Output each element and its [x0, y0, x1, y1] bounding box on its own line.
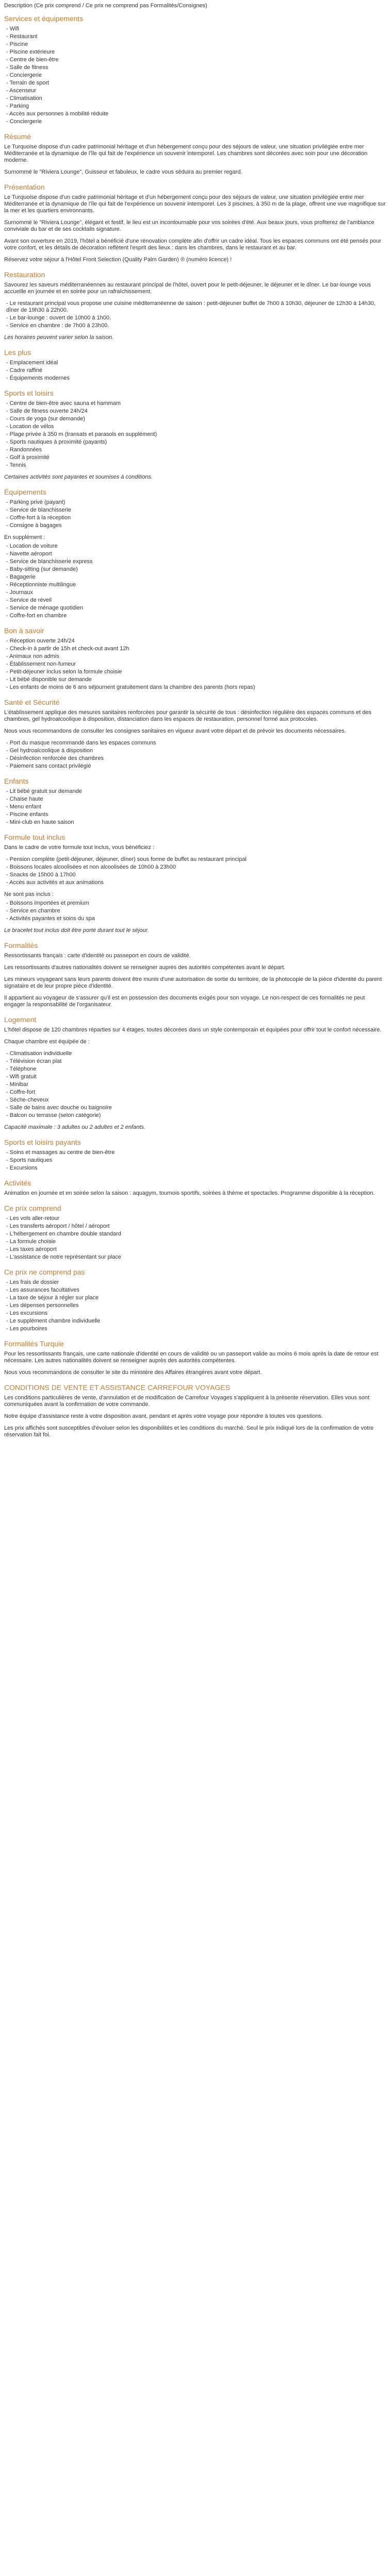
list-item: - Équipements modernes [6, 375, 387, 382]
section-list [4, 300, 387, 329]
list-item: - Sèche-cheveux [6, 1097, 387, 1104]
list-item: - Service de réveil [6, 597, 387, 604]
section [4, 1015, 387, 1131]
list-item: - Lit bébé gratuit sur demande [6, 788, 387, 795]
list-item: - Port du masque recommandé dans les espaces communs [6, 740, 387, 747]
section-paragraph: Animation en journée et en soirée selon la saison : aquagym, tournois sportifs, soirées à thème et spectacles. Programme disponible à la réception. [4, 1190, 375, 1196]
list-item: - Les transferts aéroport / hôtel / aéroport [6, 1223, 387, 1230]
list-item: - Minibar [6, 1081, 387, 1088]
list-item: - La formule choisie [6, 1239, 387, 1245]
section [4, 1340, 387, 1376]
list-item: - Paiement sans contact privilégié [6, 763, 387, 770]
list-item: - Les assurances facultatives [6, 1287, 387, 1294]
list-item: - Soins et massages au centre de bien-être [6, 1149, 387, 1156]
section-title: Santé et Sécurité [4, 698, 60, 706]
list-item: - Plage privée à 350 m (transats et parasols en supplément) [6, 431, 387, 438]
list-item: - Les vols aller-retour [6, 1215, 387, 1222]
list-item: - Coffre-fort en chambre [6, 613, 387, 619]
section-paragraph: Pour les ressortissants français, une carte nationale d'identité en cours de validité ou un passeport valide au moins 6 mois après la date de retour est nécessaire. Les autres nationalités doivent se renseigner auprès des autorités compétentes. [4, 1351, 379, 1364]
section-paragraph: Dans le cadre de votre formule tout inclus, vous bénéficiez : [4, 844, 155, 851]
section-list [4, 788, 387, 826]
section-title: Activités [4, 1179, 31, 1187]
list-item: - Télévision écran plat [6, 1058, 387, 1065]
list-item: - Le bar-lounge : ouvert de 10h00 à 1h00. [6, 315, 387, 321]
section-paragraph: Les mineurs voyageant sans leurs parents doivent être munis d'une autorisation de sortie du territoire, de la photocopie de la pièce d'identité du parent signataire et de leur propre pièce d'identité. [4, 976, 382, 989]
list-item: - Les enfants de moins de 6 ans séjournent gratuitement dans la chambre des parents (hors repas) [6, 684, 387, 691]
list-item: - Salle de fitness [6, 64, 387, 71]
section-title: Enfants [4, 777, 29, 785]
section-title: Ce prix ne comprend pas [4, 1268, 85, 1276]
list-item: - Établissement non-fumeur [6, 661, 387, 668]
section-paragraph: Il appartient au voyageur de s'assurer qu'il est en possession des documents exigés pour son voyage. Le non-respect de ces formalités ne peut engager la responsabilité de l'organisateur. [4, 995, 365, 1008]
section-title: Logement [4, 1015, 37, 1024]
section-list [4, 1149, 387, 1172]
list-item: - Les frais de dossier [6, 1279, 387, 1286]
list-item: - Check-in à partir de 15h et check-out avant 12h [6, 646, 387, 652]
section-title: Restauration [4, 270, 45, 279]
section [4, 941, 387, 1008]
list-item: - Wifi [6, 26, 387, 32]
section-list [4, 360, 387, 382]
section-title: Sports et loisirs payants [4, 1138, 81, 1146]
section-paragraph: L'établissement applique des mesures sanitaires renforcées pour garantir la sécurité de tous : désinfection régulière des espaces communs et des chambres, gel hydroalcoolique à disposition, distanciation dans les espaces de restauration, personnel formé aux protocoles. [4, 709, 371, 722]
section-list [4, 1279, 387, 1332]
list-item: - Conciergerie [6, 72, 387, 79]
list-item: - Gel hydroalcoolique à disposition [6, 748, 387, 754]
list-item: - Mini-club en haute saison [6, 819, 387, 826]
section [4, 833, 387, 934]
section-paragraph: Surnommé le "Riviera Lounge", Guisseur et fabuleux, le cadre vous séduira au premier regard. [4, 169, 242, 175]
list-item: - Piscine extérieure [6, 49, 387, 56]
section-title: CONDITIONS DE VENTE ET ASSISTANCE CARREFOUR VOYAGES [4, 1383, 230, 1392]
list-item: - Service en chambre [6, 908, 387, 914]
section-list [4, 638, 387, 691]
list-item: - Accès aux personnes à mobilité réduite [6, 111, 387, 117]
section [4, 1204, 387, 1261]
section-paragraph: Chaque chambre est équipée de : [4, 1039, 90, 1045]
section-paragraph: Surnommé le "Riviera Lounge", élégant et festif, le lieu est un incontournable pour vos soirées d'été. Aux beaux jours, vous profiterez de l'ambiance conviviale du bar et de ses cocktails signature. [4, 219, 374, 232]
section-list [4, 740, 387, 770]
list-item: - Service de blanchisserie [6, 507, 387, 514]
list-item: - L'assistance de notre représentant sur place [6, 1254, 387, 1261]
list-item: - Le supplément chambre individuelle [6, 1318, 387, 1325]
list-item: - Location de voiture [6, 543, 387, 550]
section-paragraph: Réservez votre séjour à l'Hôtel Front Selection (Quality Palm Garden) ® (numéro licence) ! [4, 257, 232, 263]
list-item: - Piscine enfants [6, 811, 387, 818]
list-item: - Menu enfant [6, 804, 387, 810]
section-list [4, 1215, 387, 1261]
list-item: - Journaux [6, 589, 387, 596]
list-item: - Wifi gratuit [6, 1074, 387, 1080]
section-list-secondary [4, 900, 387, 922]
section-paragraph: L'hôtel dispose de 120 chambres réparties sur 4 étages, toutes décorées dans un style contemporain et équipées pour offrir tout le confort nécessaire. [4, 1027, 382, 1033]
list-item: - Centre de bien-être avec sauna et hammam [6, 400, 387, 407]
list-item: - Baby-sitting (sur demande) [6, 566, 387, 573]
section-title: Équipements [4, 488, 46, 496]
list-item: - L'hébergement en chambre double standard [6, 1231, 387, 1238]
section [4, 389, 387, 481]
section-paragraph: Le Turquoise dispose d'un cadre patrimonial héritage et d'un hébergement conçu pour des séjours de valeur, une situation privilégiée entre mer Méditerranée et la dynamique de l'île qui fait de l'expérience un souvenir intemporel. Les chambres sont décorées avec soin pour une décoration moderne. [4, 144, 368, 163]
list-item: - Centre de bien-être [6, 57, 387, 63]
section [4, 488, 387, 619]
section-list-secondary [4, 543, 387, 619]
section-list [4, 1050, 387, 1119]
list-item: - Réceptionniste multilingue [6, 582, 387, 588]
list-item: - Service en chambre : de 7h00 à 23h00. [6, 323, 387, 329]
list-item: - Désinfection renforcée des chambres [6, 755, 387, 762]
list-item: - Activités payantes et soins du spa [6, 916, 387, 922]
section [4, 183, 387, 263]
list-item: - Boissons locales alcoolisées et non alcoolisées de 10h00 à 23h00 [6, 864, 387, 871]
list-item: - Golf à proximité [6, 454, 387, 461]
section-paragraph: Notre équipe d'assistance reste à votre disposition avant, pendant et après votre voyage pour répondre à toutes vos questions. [4, 1413, 323, 1419]
section-paragraph: Savourez les saveurs méditerranéennes au restaurant principal de l'hôtel, ouvert pour le petit-déjeuner, le déjeuner et le dîner. Le bar-lounge vous accueille en journée et en soirée pour un rafraîchissement. [4, 282, 371, 295]
section [4, 1383, 387, 1438]
list-item: - Les pourboires [6, 1326, 387, 1332]
section-note: Capacité maximale : 3 adultes ou 2 adultes et 2 enfants. [4, 1124, 145, 1130]
list-item: - Climatisation [6, 95, 387, 102]
list-item: - Restaurant [6, 33, 387, 40]
intro-text: Description (Ce prix comprend / Ce prix ne comprend pas Formalités/Consignes) [4, 3, 207, 9]
list-item: - Location de vélos [6, 423, 387, 430]
list-item: - Service de ménage quotidien [6, 605, 387, 612]
section [4, 132, 387, 176]
list-item: - Tennis [6, 462, 387, 469]
section-paragraph: Avant son ouverture en 2019, l'hôtel a bénéficié d'une rénovation complète afin d'offrir un cadre idéal. Tous les espaces communs ont été pensés pour votre confort, et les détails de décoration reflètent l'esprit des lieux : dans les chambres, dans le restaurant et au bar. [4, 238, 381, 251]
list-item: - Parking privé (payant) [6, 499, 387, 506]
list-item: - Réception ouverte 24h/24 [6, 638, 387, 645]
section-paragraph: Le Turquoise dispose d'un cadre patrimonial héritage et d'un hébergement conçu pour des séjours de valeur, une situation privilégiée entre mer Méditerranée et la dynamique de l'île qui fait de l'expérience un souvenir intemporel. Les 3 piscines, à 350 m de la plage, offrent une vue magnifique sur la mer et les quartiers environnants. [4, 194, 386, 214]
list-item: - Animaux non admis [6, 653, 387, 660]
list-item: - Le restaurant principal vous propose une cuisine méditerranéenne de saison : petit-déjeuner buffet de 7h00 à 10h30, déjeuner de 12h30 à 14h30, dîner de 19h30 à 22h00. [6, 300, 387, 314]
list-item: - Randonnées [6, 447, 387, 453]
list-item: - Balcon ou terrasse (selon catégorie) [6, 1112, 387, 1119]
list-item: - Accès aux activités et aux animations [6, 879, 387, 886]
list-item: - Chaise haute [6, 796, 387, 803]
section-lead: Ne sont pas inclus : [4, 891, 54, 897]
list-item: - Climatisation individuelle [6, 1050, 387, 1057]
list-item: - Parking [6, 103, 387, 110]
section-paragraph: Les ressortissants d'autres nationalités doivent se renseigner auprès des autorités compétentes avant le départ. [4, 964, 286, 971]
section-title: Résumé [4, 132, 31, 141]
section-note: Les horaires peuvent varier selon la saison. [4, 334, 114, 341]
list-item: - Boissons importées et premium [6, 900, 387, 907]
section-title: Services et équipements [4, 14, 84, 23]
list-item: - Navette aéroport [6, 551, 387, 557]
section-paragraph: Nous vous recommandons de consulter le site du ministère des Affaires étrangères avant votre départ. [4, 1369, 262, 1376]
section-title: Présentation [4, 183, 45, 191]
list-item: - Les dépenses personnelles [6, 1302, 387, 1309]
section-paragraph: Les conditions particulières de vente, d'annulation et de modification de Carrefour Voyages s'appliquent à la présente réservation. Elles vous sont communiquées avant la confirmation de votre commande. [4, 1395, 370, 1408]
list-item: - Bagagerie [6, 574, 387, 581]
section-title: Bon à savoir [4, 626, 44, 635]
section-note: Certaines activités sont payantes et soumises à conditions. [4, 474, 153, 480]
section [4, 1268, 387, 1332]
list-item: - Sports nautiques [6, 1157, 387, 1164]
section [4, 777, 387, 826]
list-item: - Les taxes aéroport [6, 1246, 387, 1253]
section-paragraph: Les prix affichés sont susceptibles d'évoluer selon les disponibilités et les conditions du marché. Seul le prix indiqué lors de la confirmation de votre réservation fait foi. [4, 1425, 374, 1438]
section-title: Formule tout inclus [4, 833, 66, 841]
list-item: - Consigne à bagages [6, 522, 387, 529]
section-paragraph: Ressortissants français : carte d'identité ou passeport en cours de validité. [4, 953, 191, 959]
section-list [4, 499, 387, 529]
section-title: Formalités [4, 941, 38, 950]
section [4, 348, 387, 382]
section-title: Formalités Turquie [4, 1340, 64, 1348]
list-item: - Petit-déjeuner inclus selon la formule choisie [6, 669, 387, 675]
section [4, 626, 387, 691]
section [4, 698, 387, 770]
list-item: - Salle de bains avec douche ou baignoire [6, 1105, 387, 1111]
list-item: - Snacks de 15h00 à 17h00 [6, 872, 387, 878]
section-list [4, 26, 387, 125]
section-list [4, 856, 387, 886]
sections [4, 14, 387, 1438]
section [4, 14, 387, 125]
list-item: - Pension complète (petit-déjeuner, déjeuner, dîner) sous forme de buffet au restaurant principal [6, 856, 387, 863]
list-item: - Excursions [6, 1165, 387, 1172]
section-lead: En supplément : [4, 534, 45, 540]
list-item: - Emplacement idéal [6, 360, 387, 366]
list-item: - Téléphone [6, 1066, 387, 1073]
section-title: Sports et loisirs [4, 389, 54, 397]
list-item: - Terrain de sport [6, 80, 387, 87]
list-item: - Piscine [6, 41, 387, 48]
list-item: - Sports nautiques à proximité (payants) [6, 439, 387, 446]
section [4, 1179, 387, 1197]
list-item: - Service de blanchisserie express [6, 558, 387, 565]
section [4, 1138, 387, 1172]
list-item: - Cadre raffiné [6, 367, 387, 374]
list-item: - Les excursions [6, 1310, 387, 1317]
section-title: Ce prix comprend [4, 1204, 61, 1212]
list-item: - Lit bébé disponible sur demande [6, 676, 387, 683]
list-item: - Coffre-fort à la réception [6, 515, 387, 521]
section-paragraph: Nous vous recommandons de consulter les consignes sanitaires en vigueur avant votre départ et de prévoir les documents nécessaires. [4, 728, 346, 734]
list-item: - Coffre-fort [6, 1089, 387, 1096]
list-item: - Ascenseur [6, 88, 387, 94]
section-title: Les plus [4, 348, 31, 357]
list-item: - Salle de fitness ouverte 24h/24 [6, 408, 387, 415]
section [4, 270, 387, 341]
list-item: - La taxe de séjour à régler sur place [6, 1295, 387, 1301]
section-note: Le bracelet tout inclus doit être porté durant tout le séjour. [4, 927, 149, 934]
section-list [4, 400, 387, 469]
list-item: - Conciergerie [6, 118, 387, 125]
list-item: - Cours de yoga (sur demande) [6, 416, 387, 422]
